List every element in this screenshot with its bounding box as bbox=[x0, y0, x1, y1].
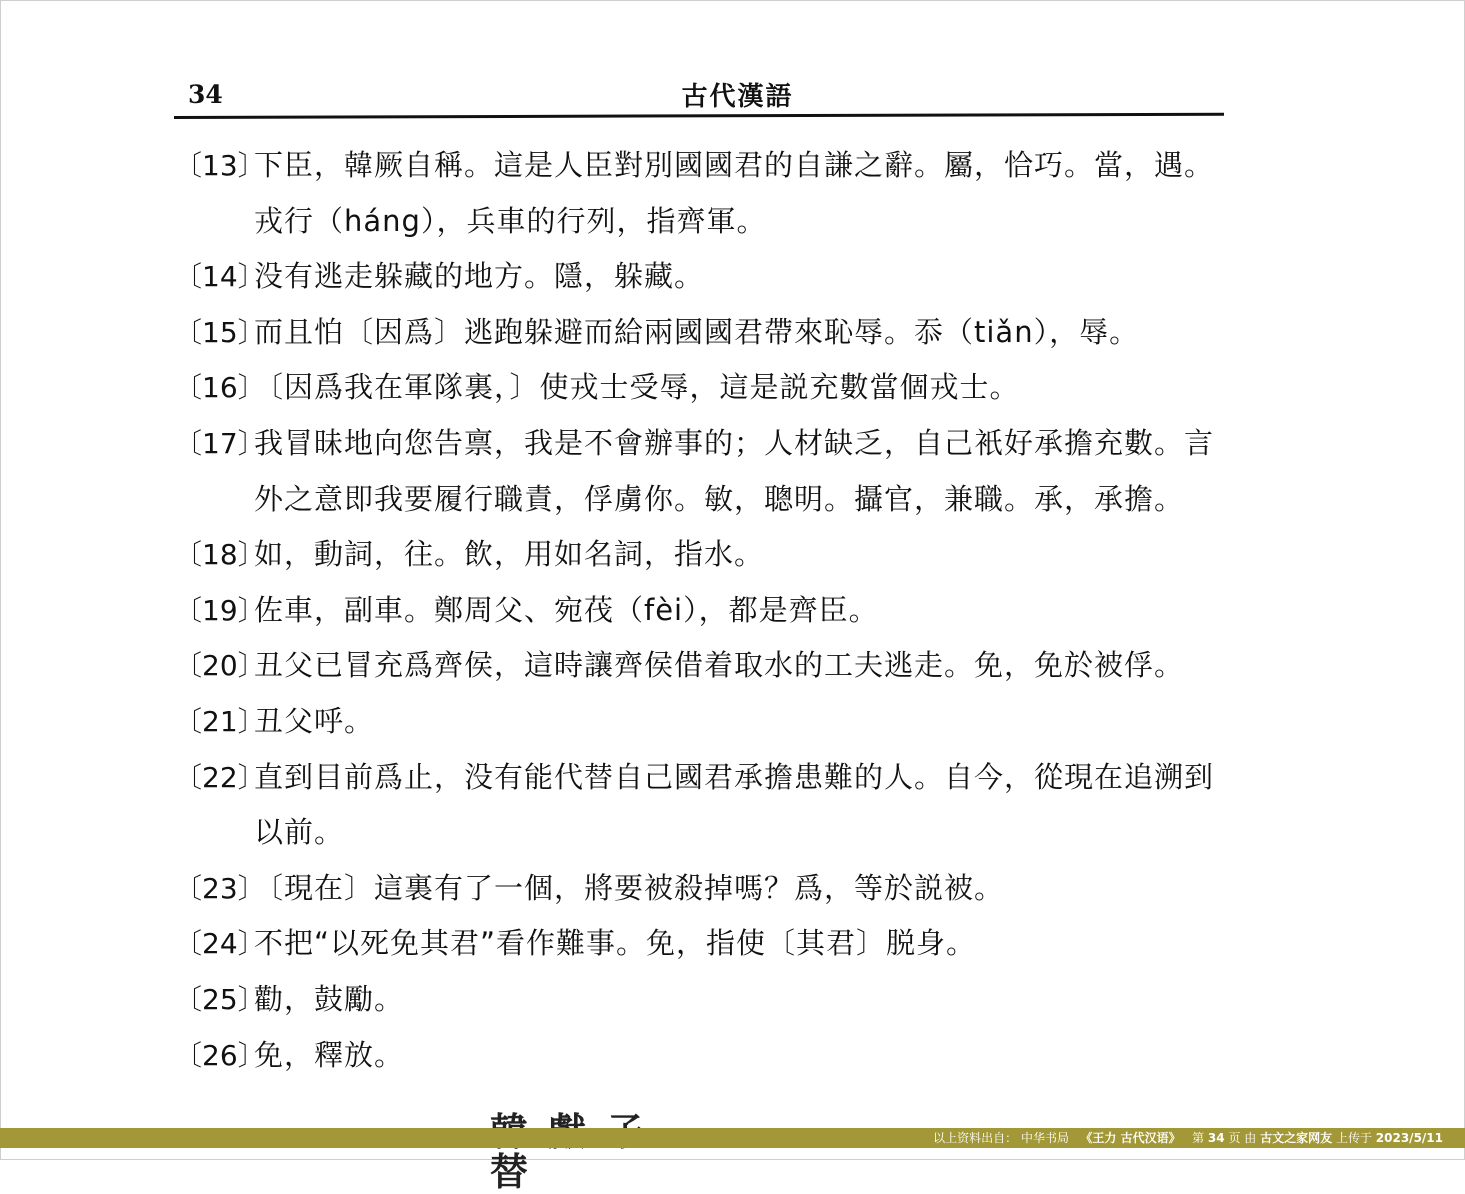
note-number: 〔18〕 bbox=[174, 538, 266, 572]
footer-book: 《王力 古代汉语》 bbox=[1080, 1131, 1181, 1145]
note-item bbox=[174, 638, 1234, 694]
note-number: 〔24〕 bbox=[174, 927, 266, 961]
note-text: 而且怕〔因爲〕逃跑躲避而給兩國國君帶來恥辱。忝（tiǎn），辱。 bbox=[254, 314, 1140, 349]
page-number: 34 bbox=[188, 80, 223, 109]
footer-page-number: 34 bbox=[1207, 1131, 1225, 1145]
note-text: 没有逃走躲藏的地方。隱，躲藏。 bbox=[254, 259, 705, 294]
note-text: 〔現在〕這裏有了一個，將要被殺掉嗎？爲，等於説被。 bbox=[254, 870, 1005, 905]
note-text: 如，動詞，往。飲，用如名詞，指水。 bbox=[254, 537, 765, 572]
footer-bar bbox=[0, 1128, 1465, 1148]
note-number: 〔19〕 bbox=[174, 593, 266, 627]
note-item bbox=[174, 1028, 1234, 1084]
note-number: 〔14〕 bbox=[174, 260, 266, 294]
note-text: 勸，鼓勵。 bbox=[254, 981, 405, 1016]
note-text: 直到目前爲止，没有能代替自己國君承擔患難的人。自今，從現在追溯到以前。 bbox=[254, 759, 1215, 850]
note-item bbox=[174, 416, 1234, 527]
note-text: 免，釋放。 bbox=[254, 1037, 405, 1072]
next-section-heading-fragment bbox=[490, 1118, 750, 1194]
note-text: 不把“以死免其君”看作難事。免，指使〔其君〕脱身。 bbox=[254, 926, 977, 961]
footer-prefix: 以上资料出自： bbox=[933, 1131, 1018, 1145]
note-number: 〔23〕 bbox=[174, 871, 266, 905]
note-item bbox=[174, 694, 1234, 750]
note-number: 〔25〕 bbox=[174, 982, 266, 1016]
note-number: 〔15〕 bbox=[174, 315, 266, 349]
note-text: 丑父呼。 bbox=[254, 703, 375, 738]
note-item bbox=[174, 916, 1234, 972]
note-item bbox=[174, 583, 1234, 639]
note-text: 佐車，副車。鄭周父、宛茷（fèi），都是齊臣。 bbox=[254, 592, 879, 627]
note-number: 〔17〕 bbox=[174, 426, 266, 460]
note-item bbox=[174, 138, 1234, 249]
footer-page-label-post: 页 由 bbox=[1228, 1131, 1257, 1145]
footer-publisher: 中华书局 bbox=[1020, 1131, 1069, 1145]
footer-source-text bbox=[933, 1129, 1443, 1147]
footer-upload-label: 上传于 bbox=[1335, 1131, 1372, 1145]
notes-list bbox=[174, 138, 1234, 1083]
note-text: 〔因爲我在軍隊裏，〕使戎士受辱，這是説充數當個戎士。 bbox=[254, 370, 1020, 405]
footer-date: 2023/5/11 bbox=[1375, 1131, 1443, 1145]
note-item bbox=[174, 527, 1234, 583]
note-number: 〔20〕 bbox=[174, 649, 266, 683]
running-title: 古代漢語 bbox=[681, 82, 794, 112]
note-item bbox=[174, 972, 1234, 1028]
note-number: 〔16〕 bbox=[174, 371, 266, 405]
note-item bbox=[174, 750, 1234, 861]
next-section-heading-text: 替 bbox=[490, 1150, 549, 1194]
footer-uploader: 古文之家网友 bbox=[1260, 1131, 1333, 1145]
note-text: 下臣，韓厥自稱。這是人臣對別國國君的自謙之辭。屬，恰巧。當，遇。戎行（háng），兵車的行列，指齊軍。 bbox=[254, 148, 1215, 238]
footer-page-label-pre: 第 bbox=[1192, 1131, 1205, 1145]
note-number: 〔22〕 bbox=[174, 760, 266, 794]
note-text: 我冒昧地向您告禀，我是不會辦事的；人材缺乏，自己衹好承擔充數。言外之意即我要履行職責，俘虜你。敏，聰明。攝官，兼職。承，承擔。 bbox=[254, 425, 1215, 516]
note-item bbox=[174, 861, 1234, 917]
note-item bbox=[174, 360, 1234, 416]
note-text: 丑父已冒充爲齊侯，這時讓齊侯借着取水的工夫逃走。免，免於被俘。 bbox=[254, 648, 1185, 683]
note-item bbox=[174, 249, 1234, 305]
note-item bbox=[174, 305, 1234, 361]
note-number: 〔21〕 bbox=[174, 704, 266, 738]
note-number: 〔26〕 bbox=[174, 1038, 266, 1072]
note-number: 〔13〕 bbox=[174, 149, 266, 182]
